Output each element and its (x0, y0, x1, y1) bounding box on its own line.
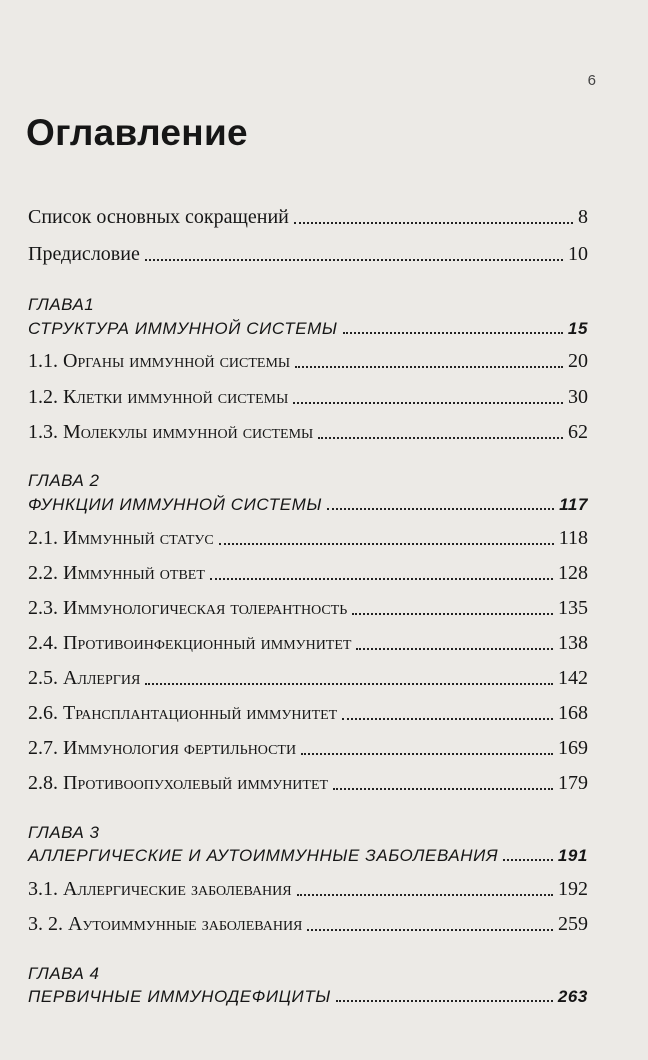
toc-section-label: 1.2. Клетки иммунной системы (28, 386, 289, 408)
toc-section-page: 259 (558, 913, 588, 935)
leader-dots (318, 437, 563, 439)
leader-dots (352, 613, 553, 615)
leader-dots (301, 753, 553, 755)
toc-section-page: 168 (558, 702, 588, 724)
chapter-title-row (28, 495, 588, 515)
toc-entry-page: 10 (568, 243, 588, 265)
leader-dots (327, 508, 554, 510)
page-corner-number: 6 (587, 72, 596, 89)
toc-entry-label: Предисловие (28, 243, 140, 265)
leader-dots (343, 332, 563, 334)
leader-dots (145, 259, 563, 261)
chapter-label: ГЛАВА 2 (28, 471, 100, 490)
toc-section-page: 192 (558, 878, 588, 900)
toc-section (28, 386, 588, 409)
toc-section-label: 2.5. Аллергия (28, 667, 141, 689)
leader-dots (356, 648, 553, 650)
leader-dots (145, 683, 553, 685)
chapter-page: 191 (557, 846, 588, 865)
leader-dots (307, 929, 553, 931)
toc-section-label: 2.2. Иммунный ответ (28, 562, 205, 584)
toc-section (28, 772, 588, 795)
toc-section (28, 702, 588, 725)
leader-dots (342, 718, 553, 720)
toc-section-label: 2.1. Иммунный статус (28, 527, 214, 549)
toc-section-label: 2.6. Трансплантационный иммунитет (28, 702, 338, 724)
chapter-title-row (28, 987, 588, 1007)
toc-entry-page: 8 (578, 206, 588, 228)
toc-section-page: 62 (568, 421, 588, 443)
toc-section (28, 527, 588, 550)
toc-section-page: 135 (558, 597, 588, 619)
toc-section-label: 1.3. Молекулы иммунной системы (28, 421, 314, 443)
toc-section (28, 737, 588, 760)
chapter-title: ФУНКЦИИ ИММУННОЙ СИСТЕМЫ (28, 495, 323, 514)
toc-section (28, 421, 588, 444)
leader-dots (294, 222, 573, 224)
toc-section (28, 597, 588, 620)
leader-dots (336, 1000, 553, 1002)
chapter-page: 263 (557, 987, 588, 1006)
chapter-label: ГЛАВА1 (28, 295, 95, 314)
toc-section (28, 632, 588, 655)
toc-entry-abbreviations (28, 206, 588, 229)
leader-dots (333, 788, 553, 790)
toc-section-page: 30 (568, 386, 588, 408)
chapter-page: 15 (567, 319, 588, 338)
toc-section-page: 138 (558, 632, 588, 654)
leader-dots (503, 859, 553, 861)
toc-section-label: 3.1. Аллергические заболевания (28, 878, 292, 900)
toc-section (28, 667, 588, 690)
toc-section (28, 878, 588, 901)
leader-dots (297, 894, 553, 896)
toc-section-label: 3. 2. Аутоиммунные заболевания (28, 913, 303, 935)
toc-section-page: 179 (558, 772, 588, 794)
toc-section-label: 2.8. Противоопухолевый иммунитет (28, 772, 329, 794)
page-title: Оглавление (26, 112, 248, 153)
chapter-label: ГЛАВА 4 (28, 964, 100, 983)
leader-dots (219, 543, 554, 545)
toc-entry-label: Список основных сокращений (28, 206, 289, 228)
chapter-title-row (28, 319, 588, 339)
toc-section-page: 142 (558, 667, 588, 689)
toc-section (28, 350, 588, 373)
toc-section-page: 118 (558, 527, 588, 549)
toc-section-label: 1.1. Органы иммунной системы (28, 350, 291, 372)
chapter-title: ПЕРВИЧНЫЕ ИММУНОДЕФИЦИТЫ (28, 987, 331, 1006)
toc-section-label: 2.4. Противоинфекционный иммунитет (28, 632, 352, 654)
toc-section-page: 20 (568, 350, 588, 372)
leader-dots (210, 578, 553, 580)
chapter-title: СТРУКТУРА ИММУННОЙ СИСТЕМЫ (28, 319, 338, 338)
toc-section (28, 913, 588, 936)
chapter-label: ГЛАВА 3 (28, 823, 100, 842)
leader-dots (293, 402, 563, 404)
chapter-title-row (28, 846, 588, 866)
leader-dots (295, 366, 563, 368)
toc-section-label: 2.7. Иммунология фертильности (28, 737, 297, 759)
toc-section-label: 2.3. Иммунологическая толерантность (28, 597, 348, 619)
toc-entry-preface (28, 243, 588, 266)
toc-section-page: 128 (558, 562, 588, 584)
chapter-title: АЛЛЕРГИЧЕСКИЕ И АУТОИММУННЫЕ ЗАБОЛЕВАНИЯ (28, 846, 499, 865)
chapter-page: 117 (559, 495, 588, 514)
toc-section-page: 169 (558, 737, 588, 759)
toc-section (28, 562, 588, 585)
